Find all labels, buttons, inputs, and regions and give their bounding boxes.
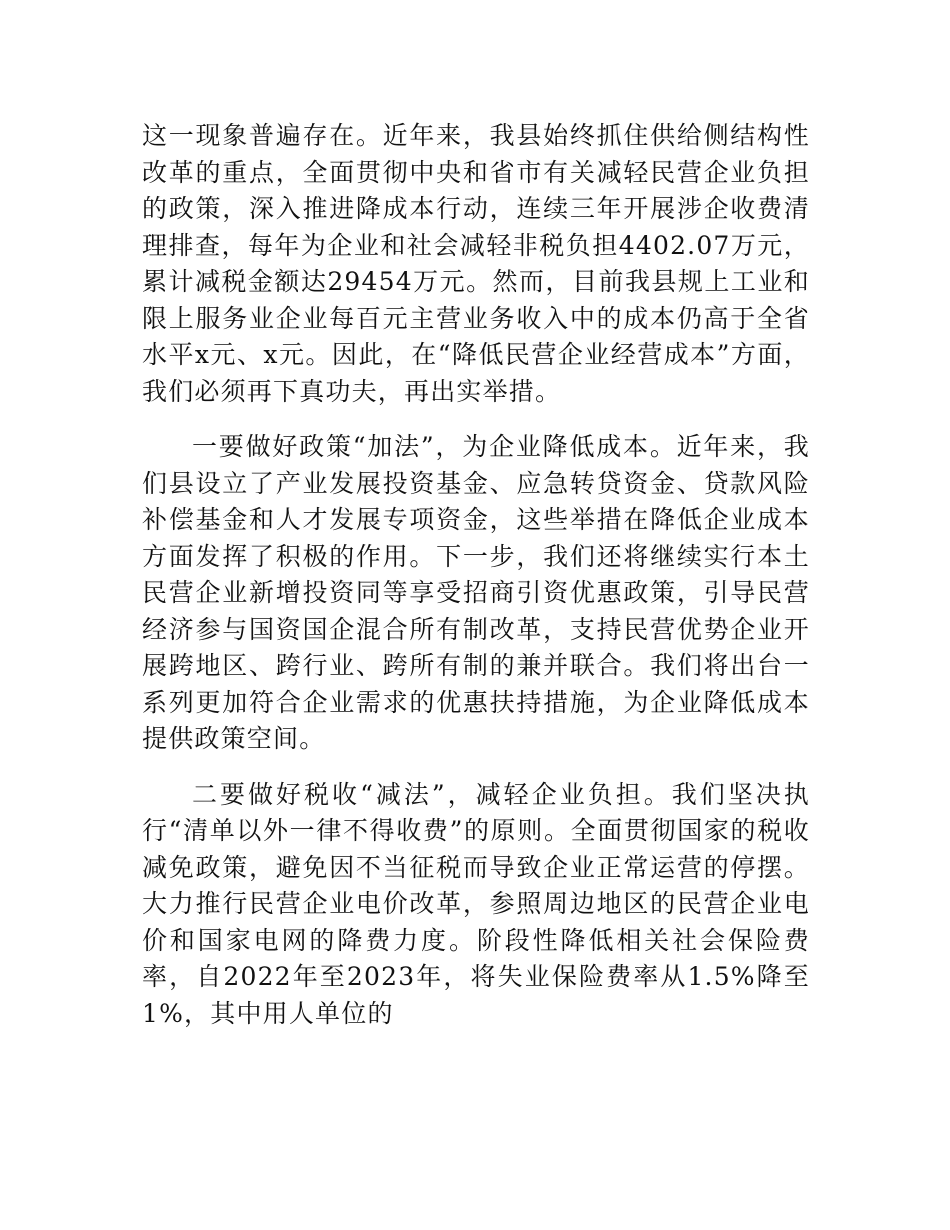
paragraph-3: 二要做好税收“减法”，减轻企业负担。我们坚决执行“清单以外一律不得收费”的原则。全面贯彻国家的税收减免政策，避免因不当征税而导致企业正常运营的停摆。大力推行民营企业电价改革，参照周边地区的民营企业电价和国家电网的降费力度。阶段性降低相关社会保险费率，自2022年至2023年，将失业保险费率从1.5%降至1%，其中用人单位的 bbox=[142, 779, 810, 1028]
paragraph-1: 这一现象普遍存在。近年来，我县始终抓住供给侧结构性改革的重点，全面贯彻中央和省市有关减轻民营企业负担的政策，深入推进降成本行动，连续三年开展涉企收费清理排查，每年为企业和社会减轻非税负担4402.07万元，累计减税金额达29454万元。然而，目前我县规上工业和限上服务业企业每百元主营业务收入中的成本仍高于全省水平x元、x元。因此，在“降低民营企业经营成本”方面，我们必须再下真功夫，再出实举措。 bbox=[142, 121, 810, 406]
document-page bbox=[142, 118, 810, 1051]
paragraph-2: 一要做好政策“加法”，为企业降低成本。近年来，我们县设立了产业发展投资基金、应急转贷资金、贷款风险补偿基金和人才发展专项资金，这些举措在降低企业成本方面发挥了积极的作用。下一步，我们还将继续实行本土民营企业新增投资同等享受招商引资优惠政策，引导民营经济参与国资国企混合所有制改革，支持民营优势企业开展跨地区、跨行业、跨所有制的兼并联合。我们将出台一系列更加符合企业需求的优惠扶持措施，为企业降低成本提供政策空间。 bbox=[142, 432, 810, 753]
